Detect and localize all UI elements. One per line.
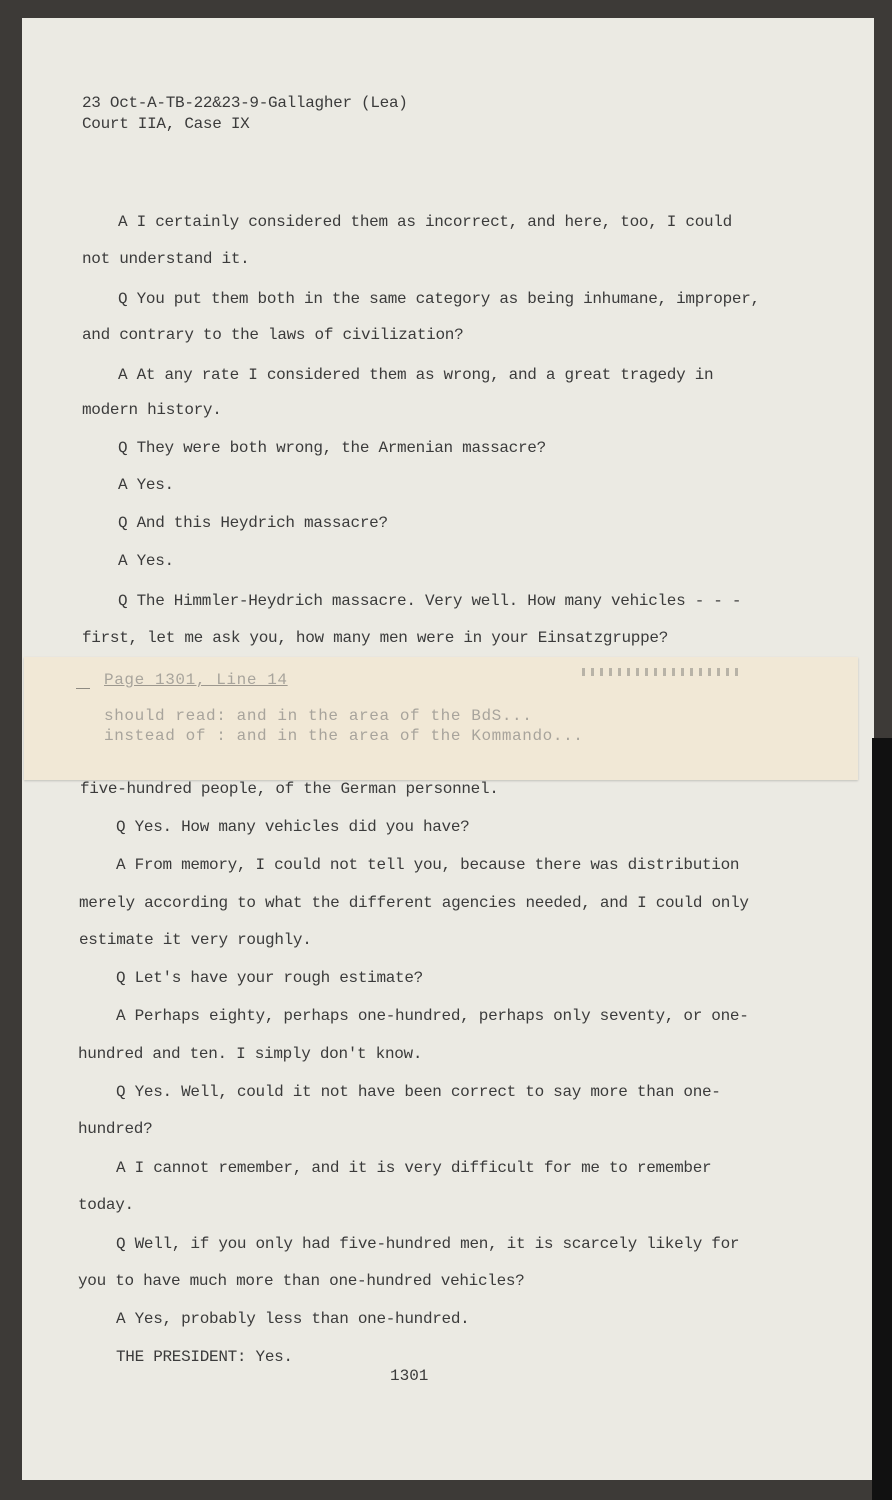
transcript-line: Q You put them both in the same category as being inhumane, improper, bbox=[118, 290, 760, 308]
transcript-line: estimate it very roughly. bbox=[79, 931, 312, 949]
transcript-line: not understand it. bbox=[82, 250, 250, 268]
transcript-line: A Yes. bbox=[118, 476, 174, 494]
slip-dash bbox=[76, 688, 90, 689]
transcript-line: and contrary to the laws of civilization? bbox=[82, 326, 464, 344]
binder-edge bbox=[872, 738, 892, 1500]
transcript-line: THE PRESIDENT: Yes. bbox=[116, 1348, 293, 1366]
transcript-line: hundred? bbox=[78, 1120, 153, 1138]
correction-line-2: instead of : and in the area of the Kommando... bbox=[104, 727, 584, 745]
correction-line-1: should read: and in the area of the BdS... bbox=[104, 707, 533, 725]
show-through-text bbox=[582, 668, 742, 676]
transcript-line: Q They were both wrong, the Armenian massacre? bbox=[118, 439, 546, 457]
transcript-line: five-hundred people, of the German personnel. bbox=[80, 780, 499, 798]
transcript-line: Q Let's have your rough estimate? bbox=[116, 969, 423, 987]
transcript-line: Q Yes. Well, could it not have been correct to say more than one- bbox=[116, 1083, 721, 1101]
transcript-line: Q And this Heydrich massacre? bbox=[118, 514, 388, 532]
transcript-line: merely according to what the different agencies needed, and I could only bbox=[79, 894, 749, 912]
transcript-line: A Yes. bbox=[118, 552, 174, 570]
correction-heading: Page 1301, Line 14 bbox=[104, 671, 288, 689]
header-line-1: 23 Oct-A-TB-22&23-9-Gallagher (Lea) bbox=[82, 94, 408, 112]
transcript-line: A At any rate I considered them as wrong, and a great tragedy in bbox=[118, 366, 714, 384]
transcript-line: first, let me ask you, how many men were in your Einsatzgruppe? bbox=[82, 629, 668, 647]
header-line-2: Court IIA, Case IX bbox=[82, 115, 250, 133]
transcript-line: A Yes, probably less than one-hundred. bbox=[116, 1310, 470, 1328]
transcript-line: Q The Himmler-Heydrich massacre. Very well. How many vehicles - - - bbox=[118, 592, 742, 610]
transcript-line: Q Well, if you only had five-hundred men, it is scarcely likely for bbox=[116, 1235, 740, 1253]
transcript-line: modern history. bbox=[82, 401, 222, 419]
transcript-line: hundred and ten. I simply don't know. bbox=[78, 1045, 423, 1063]
transcript-line: Q Yes. How many vehicles did you have? bbox=[116, 818, 470, 836]
transcript-line: A From memory, I could not tell you, because there was distribution bbox=[116, 856, 740, 874]
transcript-line: you to have much more than one-hundred vehicles? bbox=[78, 1272, 525, 1290]
transcript-line: A I certainly considered them as incorrect, and here, too, I could bbox=[118, 213, 732, 231]
transcript-line: today. bbox=[78, 1196, 134, 1214]
page-number: 1301 bbox=[390, 1367, 429, 1385]
transcript-line: A Perhaps eighty, perhaps one-hundred, perhaps only seventy, or one- bbox=[116, 1007, 749, 1025]
transcript-line: A I cannot remember, and it is very difficult for me to remember bbox=[116, 1159, 712, 1177]
